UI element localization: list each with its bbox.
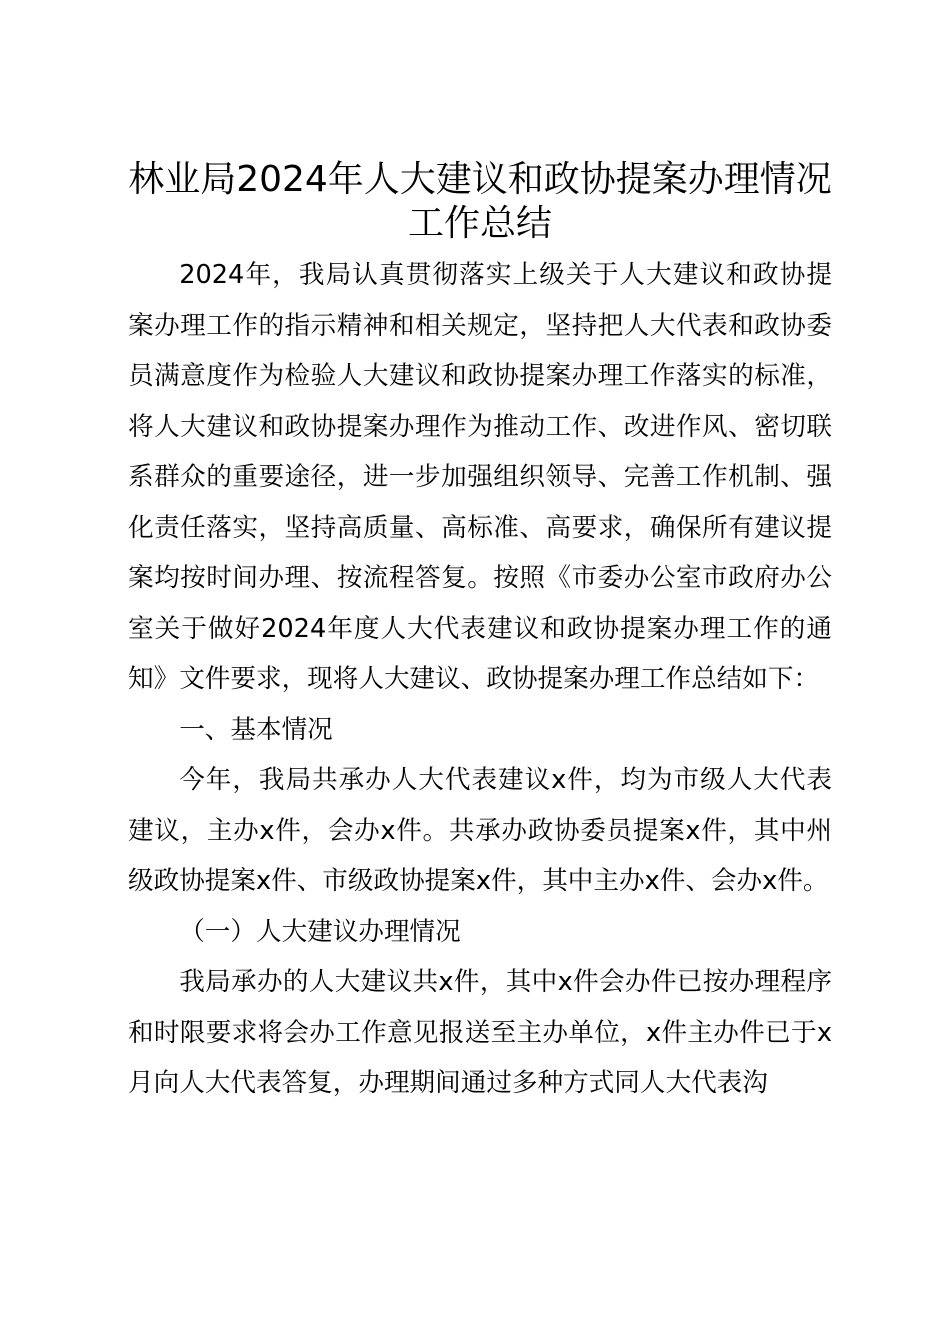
title-line-1: 林业局2024年人大建议和政协提案办理情况 xyxy=(128,159,832,200)
npc-suggestions-paragraph: 我局承办的人大建议共x件，其中x件会办件已按办理程序和时限要求将会办工作意见报送至主办单位，x件主办件已于x月向人大代表答复，办理期间通过多种方式同人大代表沟 xyxy=(128,967,832,1098)
subsection-heading-npc-suggestions: （一）人大建议办理情况 xyxy=(179,916,461,947)
section-heading-basic-situation: 一、基本情况 xyxy=(179,714,333,745)
basic-situation-paragraph: 今年，我局共承办人大代表建议x件，均为市级人大代表建议，主办x件，会办x件。共承办政协委员提案x件，其中州级政协提案x件、市级政协提案x件，其中主办x件、会办x件。 xyxy=(128,765,832,896)
title-line-2: 工作总结 xyxy=(407,203,552,244)
document-page xyxy=(128,158,832,1109)
intro-paragraph: 2024年，我局认真贯彻落实上级关于人大建议和政协提案办理工作的指示精神和相关规定，坚持把人大代表和政协委员满意度作为检验人大建议和政协提案办理工作落实的标准，将人大建议和政协提案办理作为推动工作、改进作风、密切联系群众的重要途径，进一步加强组织领导、完善工作机制、强化责任落实，坚持高质量、高标准、高要求，确保所有建议提案均按时间办理、按流程答复。按照《市委办公室市政府办公室关于做好2024年度人大代表建议和政协提案办理工作的通知》文件要求，现将人大建议、政协提案办理工作总结如下： xyxy=(128,260,832,694)
document-title xyxy=(128,158,832,246)
